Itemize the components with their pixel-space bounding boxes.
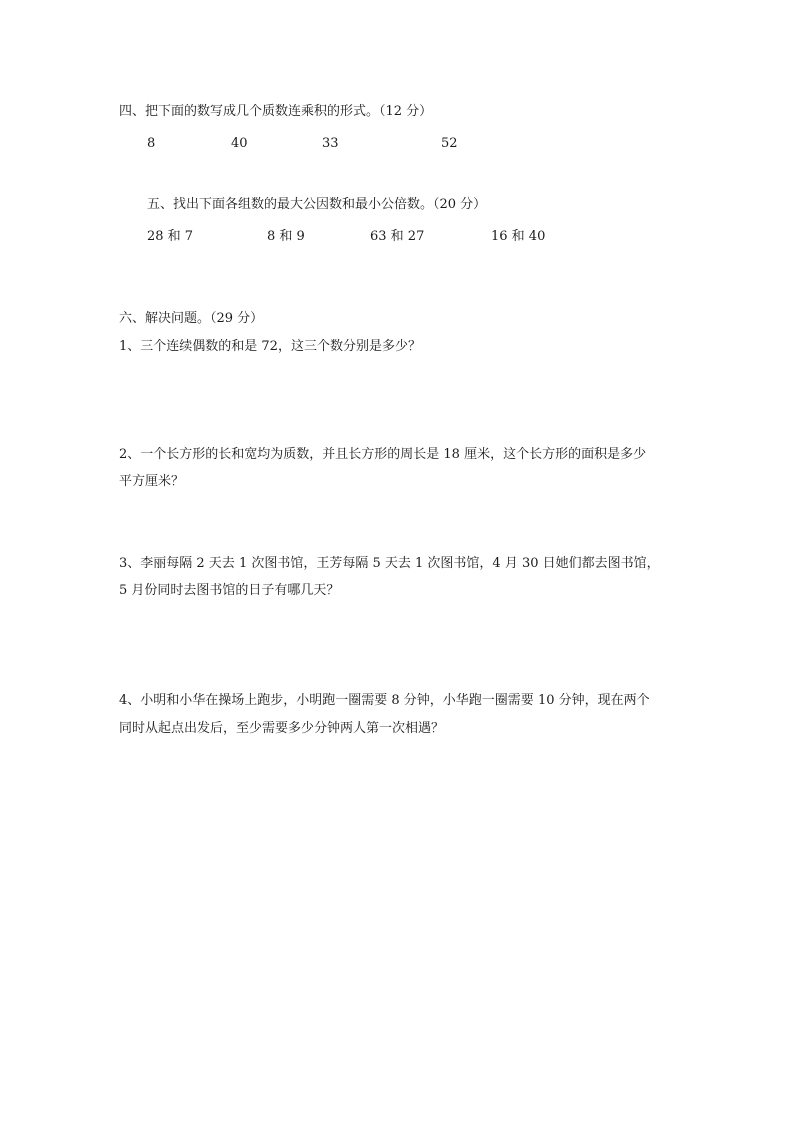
question-4-line-2: 同时从起点出发后，至少需要多少分钟两人第一次相遇？ (119, 721, 445, 736)
section4-number-1: 8 (147, 136, 156, 151)
section5-heading: 五、找出下面各组数的最大公因数和最小公倍数。（20 分） (147, 197, 487, 212)
question-2-line-1: 2、一个长方形的长和宽均为质数，并且长方形的周长是 18 厘米，这个长方形的面积是多少 (119, 447, 647, 462)
section5-pair-1: 28 和 7 (147, 229, 194, 244)
section4-number-2: 40 (231, 136, 248, 151)
section6-heading: 六、解决问题。（29 分） (119, 311, 264, 326)
section4-heading: 四、把下面的数写成几个质数连乘积的形式。（12 分） (119, 104, 433, 119)
section5-pair-2: 8 和 9 (267, 229, 305, 244)
question-3-line-2: 5 月份同时去图书馆的日子有哪几天？ (119, 583, 340, 598)
section5-pair-4: 16 和 40 (491, 229, 546, 244)
question-3-line-1: 3、李丽每隔 2 天去 1 次图书馆，王芳每隔 5 天去 1 次图书馆，4 月 30 日她们都去图书馆， (119, 556, 660, 571)
section5-pair-3: 63 和 27 (370, 229, 425, 244)
question-2-line-2: 平方厘米？ (119, 474, 185, 489)
question-4-line-1: 4、小明和小华在操场上跑步，小明跑一圈需要 8 分钟，小华跑一圈需要 10 分钟，现在两个 (119, 693, 650, 708)
section4-number-4: 52 (441, 136, 458, 151)
question-1: 1、三个连续偶数的和是 72，这三个数分别是多少？ (119, 339, 421, 354)
section4-number-3: 33 (322, 136, 339, 151)
